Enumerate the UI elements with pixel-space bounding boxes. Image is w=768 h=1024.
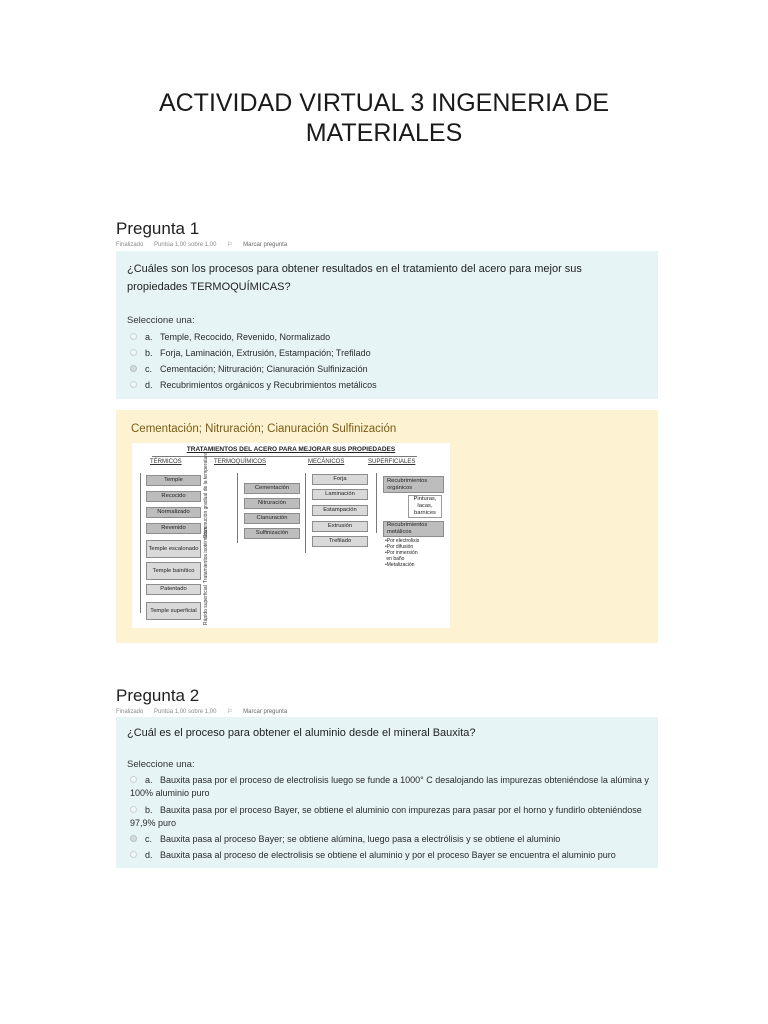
question-2-option-b[interactable]: b. Bauxita pasa por el proceso Bayer, se obtiene el aluminio con impurezas para pasar por el horno y fundirlo obteniéndose 97,9% puro bbox=[130, 805, 642, 828]
diagram-box-estampacion: Estampación bbox=[312, 505, 368, 516]
question-1-meta bbox=[116, 241, 305, 248]
diagram-box-recocido: Recocido bbox=[146, 491, 201, 502]
question-1-option-a[interactable]: a. Temple, Recocido, Revenido, Normalizado bbox=[130, 331, 330, 344]
radio-icon[interactable] bbox=[130, 806, 137, 813]
diagram-box-revenido: Revenido bbox=[146, 523, 201, 534]
diagram-box-cianuracion: Cianuración bbox=[244, 513, 300, 524]
diagram-box-nitruracion: Nitruración bbox=[244, 498, 300, 509]
document-title-line2: MATERIALES bbox=[305, 119, 463, 147]
diagram-box-temple-escalonado: Temple escalonado bbox=[146, 540, 201, 558]
flag-question-2-link[interactable]: ⚐ Marcar pregunta bbox=[227, 709, 288, 715]
diagram-box-pinturas: Pinturas, lacas, barnices bbox=[408, 495, 442, 518]
radio-icon[interactable] bbox=[130, 381, 137, 388]
diagram-column-termicos: TÉRMICOS bbox=[150, 459, 182, 465]
radio-selected-icon[interactable] bbox=[130, 835, 137, 842]
diagram-box-trefilado: Trefilado bbox=[312, 536, 368, 547]
radio-icon[interactable] bbox=[130, 851, 137, 858]
document-title bbox=[0, 88, 768, 148]
question-1-option-b[interactable]: b. Forja, Laminación, Extrusión, Estampación; Trefilado bbox=[130, 347, 371, 360]
diagram-box-sulfinizacion: Sulfinización bbox=[244, 528, 300, 539]
question-2-box bbox=[116, 717, 658, 868]
diagram-top-line bbox=[152, 456, 417, 457]
diagram-box-normalizado: Normalizado bbox=[146, 507, 201, 518]
diagram-connector bbox=[376, 473, 377, 533]
diagram-label-isotermicos: Tratamientos isotérmicos bbox=[203, 527, 209, 583]
radio-icon[interactable] bbox=[130, 776, 137, 783]
diagram-box-cementacion: Cementación bbox=[244, 483, 300, 494]
question-2-option-d[interactable]: d. Bauxita pasa al proceso de electrolisis se obtiene el aluminio y por el proceso Bayer se encuentra el aluminio puro bbox=[130, 849, 616, 862]
diagram-metalicos-list: •Por electrolisis •Por difusión •Por inmersión en baño •Metalización bbox=[385, 538, 420, 568]
question-1-status: Finalizado bbox=[116, 242, 144, 248]
question-1-text-line2: propiedades TERMOQUÍMICAS? bbox=[127, 281, 291, 293]
diagram-box-temple-bainitico: Temple bainítico bbox=[146, 562, 201, 580]
question-2-heading: Pregunta 2 bbox=[116, 686, 200, 705]
diagram-connector bbox=[140, 473, 141, 613]
diagram-box-recubrimientos-metalicos: Recubrimientos metálicos bbox=[383, 521, 444, 537]
diagram-box-laminacion: Laminación bbox=[312, 489, 368, 500]
question-1-box bbox=[116, 251, 658, 399]
diagram-label-rapido: Rápido superficial bbox=[203, 585, 209, 625]
question-2-text: ¿Cuál es el proceso para obtener el aluminio desde el mineral Bauxita? bbox=[127, 727, 476, 739]
document-title-line1: ACTIVIDAD VIRTUAL 3 INGENERIA DE bbox=[158, 89, 610, 117]
flag-icon: ⚐ bbox=[227, 242, 235, 248]
diagram-connector bbox=[305, 473, 306, 553]
diagram-label-disminucion: Disminución gradual de la temperatura bbox=[203, 452, 209, 538]
flag-question-1-link[interactable]: ⚐ Marcar pregunta bbox=[227, 242, 288, 248]
question-2-meta bbox=[116, 708, 305, 715]
question-2-select-label: Seleccione una: bbox=[127, 759, 195, 770]
question-2-status: Finalizado bbox=[116, 709, 144, 715]
question-2-option-a[interactable]: a. Bauxita pasa por el proceso de electrolisis luego se funde a 1000° C desalojando las impurezas obteniéndose la alúmina y 100% aluminio puro bbox=[130, 775, 649, 798]
diagram-box-forja: Forja bbox=[312, 474, 368, 485]
question-1-select-label: Seleccione una: bbox=[127, 315, 195, 326]
diagram-column-superficiales: SUPERFICIALES bbox=[368, 459, 416, 465]
question-2-score: Puntúa 1,00 sobre 1,00 bbox=[154, 709, 217, 715]
question-2-option-c[interactable]: c. Bauxita pasa al proceso Bayer; se obtiene alúmina, luego pasa a electrólisis y se obtiene el aluminio bbox=[130, 833, 560, 846]
diagram-box-temple-superficial: Temple superficial bbox=[146, 602, 201, 620]
diagram-box-recubrimientos-organicos: Recubrimientos orgánicos bbox=[383, 476, 444, 493]
question-1-score: Puntúa 1,00 sobre 1,00 bbox=[154, 242, 217, 248]
question-1-option-c[interactable]: c. Cementación; Nitruración; Cianuración Sulfinización bbox=[130, 363, 368, 376]
question-1-text-line1: ¿Cuáles son los procesos para obtener resultados en el tratamiento del acero para mejor sus bbox=[127, 263, 582, 275]
diagram-title: TRATAMIENTOS DEL ACERO PARA MEJORAR SUS PROPIEDADES bbox=[186, 446, 396, 453]
diagram-box-extrusion: Extrusión bbox=[312, 521, 368, 532]
diagram-column-mecanicos: MECÁNICOS bbox=[308, 459, 345, 465]
diagram-column-termoquimicos: TERMOQUÍMICOS bbox=[214, 459, 266, 465]
radio-selected-icon[interactable] bbox=[130, 365, 137, 372]
question-1-answer-box bbox=[116, 410, 658, 643]
question-1-option-d[interactable]: d. Recubrimientos orgánicos y Recubrimientos metálicos bbox=[130, 379, 377, 392]
question-1-correct-answer: Cementación; Nitruración; Cianuración Sulfinización bbox=[131, 423, 397, 435]
steel-treatments-diagram bbox=[132, 443, 450, 628]
flag-icon: ⚐ bbox=[227, 709, 235, 715]
diagram-box-temple: Temple bbox=[146, 475, 201, 486]
question-1-heading: Pregunta 1 bbox=[116, 219, 200, 238]
diagram-box-patentado: Patentado bbox=[146, 584, 201, 595]
radio-icon[interactable] bbox=[130, 333, 137, 340]
radio-icon[interactable] bbox=[130, 349, 137, 356]
diagram-connector bbox=[237, 473, 238, 543]
